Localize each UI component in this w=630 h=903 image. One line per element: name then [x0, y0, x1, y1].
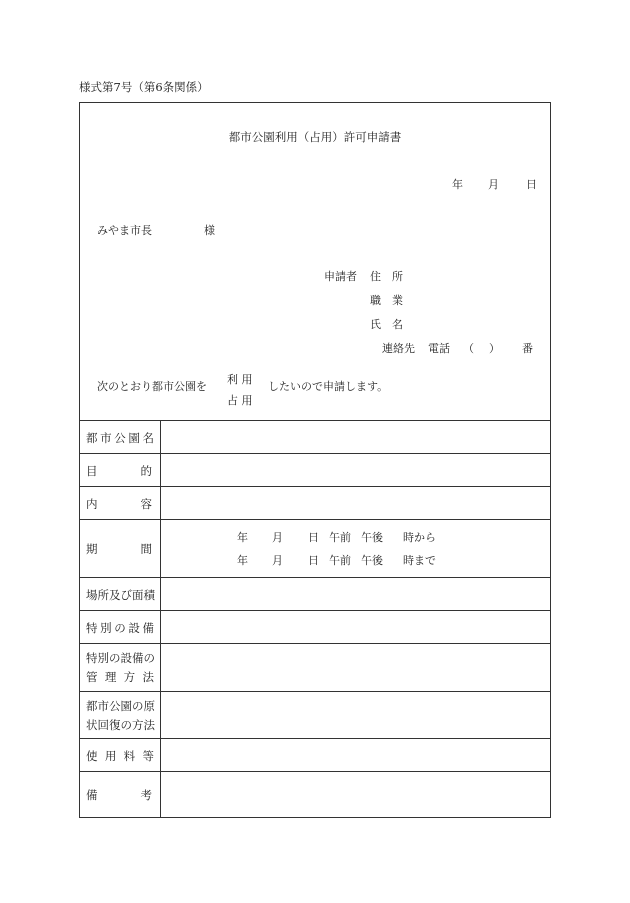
phone-label: 電話 — [428, 342, 450, 355]
period-end-line — [237, 552, 436, 568]
applicant-label: 申請者 — [324, 270, 357, 283]
remarks-char-2: 考 — [140, 788, 152, 802]
restoration-line1: 都市公園の原 — [86, 698, 155, 713]
table-row-restoration — [80, 691, 550, 739]
table-row-period — [80, 519, 550, 578]
date-day-label: 日 — [526, 178, 537, 191]
phone-close-paren: ） — [489, 342, 500, 355]
purpose-label — [80, 454, 161, 487]
table-row-remarks — [80, 771, 550, 818]
table-row-content — [80, 486, 550, 520]
date-month-label: 月 — [488, 178, 499, 191]
remarks-label — [80, 772, 161, 818]
start-day: 日 — [308, 531, 319, 544]
addressee-name: みやま市長 — [97, 224, 152, 237]
period-char-1: 期 — [86, 542, 98, 556]
equipment-management-line2: 管 理 方 法 — [86, 670, 154, 684]
table-row-purpose — [80, 453, 550, 487]
park-name-label — [80, 421, 161, 454]
application-form — [79, 102, 551, 818]
content-label — [80, 487, 161, 520]
restoration-label — [80, 692, 161, 739]
address-label: 住 所 — [370, 270, 403, 283]
content-char-2: 容 — [140, 496, 152, 511]
end-month: 月 — [272, 554, 283, 567]
restoration-field[interactable] — [162, 692, 550, 739]
start-pm: 午後 — [361, 531, 383, 544]
special-equipment-field[interactable] — [162, 611, 550, 644]
period-field[interactable] — [162, 520, 550, 578]
location-area-field[interactable] — [162, 578, 550, 611]
statement-after: したいので申請します。 — [268, 380, 389, 393]
addressee-honorific: 様 — [204, 224, 215, 237]
end-to: 時まで — [403, 554, 436, 567]
equipment-management-line1: 特別の設備の — [86, 651, 155, 665]
table-row-location-area — [80, 577, 550, 611]
park-name-field[interactable] — [162, 421, 550, 454]
applicant-name-label: 氏 名 — [370, 318, 403, 331]
table-row-park-name — [80, 420, 550, 454]
date-year-label: 年 — [452, 178, 463, 191]
end-year: 年 — [237, 554, 248, 567]
purpose-char-1: 目 — [86, 463, 98, 478]
start-month: 月 — [272, 531, 283, 544]
location-area-label — [80, 578, 161, 611]
end-pm: 午後 — [361, 554, 383, 567]
start-am: 午前 — [329, 531, 351, 544]
remarks-char-1: 備 — [86, 788, 98, 802]
equipment-management-field[interactable] — [162, 644, 550, 692]
start-from: 時から — [403, 531, 436, 544]
park-name-text: 都 市 公 園 名 — [86, 430, 154, 445]
contact-label: 連絡先 — [382, 342, 415, 355]
remarks-field[interactable] — [162, 772, 550, 818]
form-number: 様式第7号（第6条関係） — [79, 80, 209, 94]
start-year: 年 — [237, 531, 248, 544]
phone-ban-label: 番 — [522, 342, 533, 355]
end-day: 日 — [308, 554, 319, 567]
form-title: 都市公園利用（占用）許可申請書 — [228, 130, 402, 144]
table-row-equipment-management — [80, 643, 550, 692]
table-row-fee — [80, 738, 550, 772]
statement-before: 次のとおり都市公園を — [97, 380, 207, 393]
period-start-line — [237, 529, 436, 545]
fee-text: 使 用 料 等 — [86, 748, 154, 763]
fee-field[interactable] — [162, 739, 550, 772]
table-row-special-equipment — [80, 610, 550, 644]
usage-choice — [227, 369, 253, 411]
special-equipment-text: 特 別 の 設 備 — [86, 620, 154, 635]
equipment-management-label — [80, 644, 161, 692]
purpose-field[interactable] — [162, 454, 550, 487]
content-field[interactable] — [162, 487, 550, 520]
restoration-line2: 状回復の方法 — [86, 717, 155, 732]
phone-open-paren: （ — [463, 342, 474, 355]
end-am: 午前 — [329, 554, 351, 567]
option-occupy: 占 用 — [227, 394, 253, 407]
special-equipment-label — [80, 611, 161, 644]
fee-label — [80, 739, 161, 772]
purpose-char-2: 的 — [140, 463, 152, 478]
option-use: 利 用 — [227, 373, 253, 386]
content-char-1: 内 — [86, 496, 98, 511]
period-label — [80, 520, 161, 578]
period-char-2: 間 — [140, 542, 152, 556]
location-area-text: 場所及び面積 — [86, 587, 155, 602]
occupation-label: 職 業 — [370, 294, 403, 307]
